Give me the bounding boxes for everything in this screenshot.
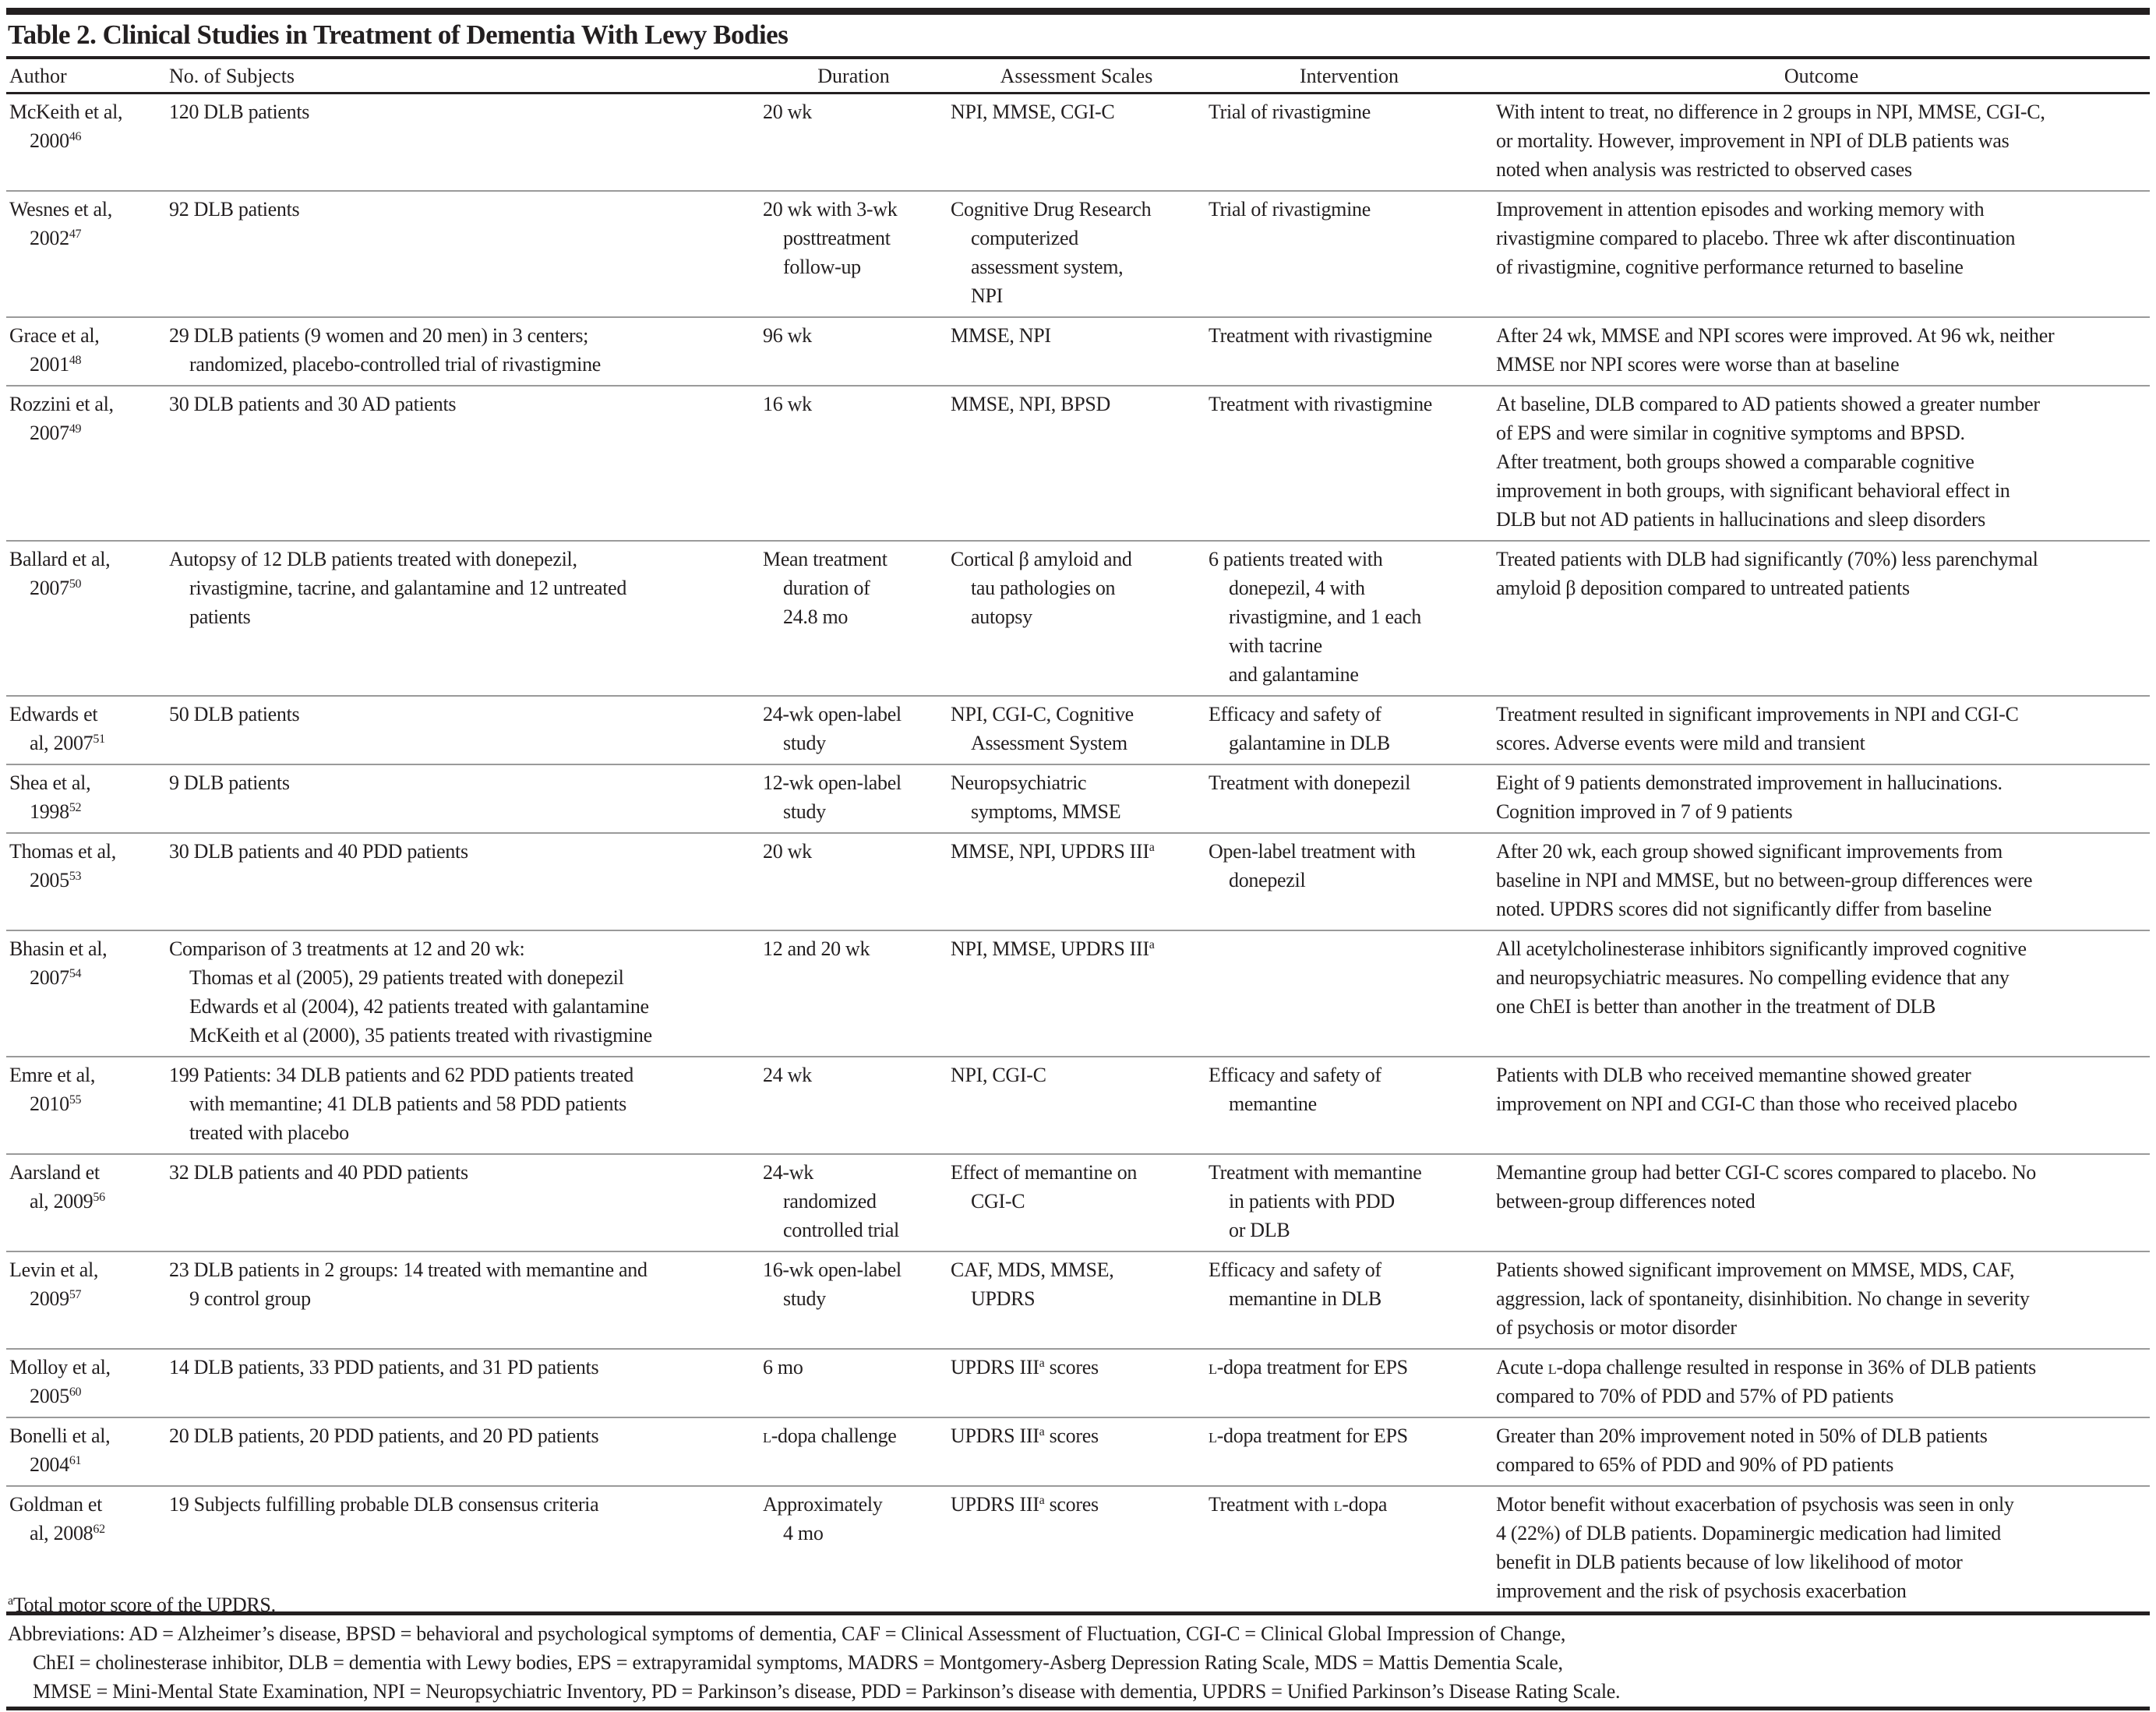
intervention-cell (1205, 1154, 1493, 1251)
reference-number: 62 (93, 1523, 105, 1536)
table-title: Table 2. Clinical Studies in Treatment of Dementia With Lewy Bodies (8, 19, 789, 50)
scales-text: Effect of memantine on CGI-C (951, 1161, 1138, 1213)
col-intervention: Intervention (1299, 65, 1399, 87)
intervention-text: Trial of rivastigmine (1209, 101, 1371, 123)
author-text: Thomas et al, 2005 (9, 840, 116, 891)
author-text: Bonelli et al, 2004 (9, 1424, 111, 1476)
duration-text: 16 wk (763, 393, 812, 415)
subjects-text: Autopsy of 12 DLB patients treated with donepezil, rivastigmine, tacrine, and galantamine and 12 untreated patients (169, 548, 627, 628)
duration-cell (760, 930, 947, 1057)
header-row (6, 58, 2150, 94)
author-cell (6, 1417, 166, 1486)
table-body (6, 94, 2150, 1614)
subjects-text: 9 DLB patients (169, 771, 290, 794)
author-cell (6, 1057, 166, 1154)
subjects-cell (166, 1417, 760, 1486)
intervention-text: -dopa treatment for EPS (1216, 1356, 1408, 1378)
small-caps-prefix: l (1333, 1493, 1343, 1516)
intervention-cell (1205, 1251, 1493, 1349)
duration-text: 24-wk randomized controlled trial (763, 1161, 899, 1241)
intervention-text: 6 patients treated with donepezil, 4 with rivastigmine, and 1 each with tacrine and galantamine (1209, 548, 1421, 686)
footnote-a (8, 1590, 2143, 1619)
duration-text: -dopa challenge (771, 1424, 897, 1447)
author-cell (6, 930, 166, 1057)
reference-number: 57 (69, 1288, 82, 1301)
table-row (6, 833, 2150, 930)
outcome-cell (1493, 191, 2150, 317)
scales-text: Neuropsychiatric symptoms, MMSE (951, 771, 1121, 823)
col-outcome: Outcome (1784, 65, 1859, 87)
duration-cell (760, 317, 947, 386)
outcome-cell (1493, 1057, 2150, 1154)
outcome-text: After 20 wk, each group showed significant improvements from baseline in NPI and MMSE, but no between-group differences were noted. UPDRS scores did not significantly differ from baseline (1496, 840, 2033, 920)
intervention-text: -dopa (1342, 1493, 1388, 1516)
col-assessment-scales: Assessment Scales (1000, 65, 1153, 87)
author-text: McKeith et al, 2000 (9, 101, 123, 152)
top-rule (6, 8, 2150, 15)
scales-text: scores (1044, 1493, 1099, 1516)
duration-text: 12 and 20 wk (763, 937, 870, 960)
duration-cell (760, 1251, 947, 1349)
subjects-cell (166, 833, 760, 930)
outcome-cell (1493, 930, 2150, 1057)
reference-number: 49 (69, 422, 82, 436)
reference-number: 48 (69, 354, 82, 367)
outcome-cell (1493, 696, 2150, 764)
table-row (6, 1057, 2150, 1154)
duration-text: 12-wk open-label study (763, 771, 902, 823)
intervention-cell (1205, 833, 1493, 930)
scales-text: scores (1044, 1356, 1099, 1378)
small-caps-prefix: l (1209, 1424, 1217, 1447)
duration-cell (760, 764, 947, 833)
outcome-text: With intent to treat, no difference in 2 groups in NPI, MMSE, CGI-C, or mortality. However, improvement in NPI of DLB patients was noted when analysis was restricted to observed cases (1496, 101, 2045, 181)
duration-text: 20 wk (763, 840, 812, 863)
footnote-mark: a (1039, 1357, 1045, 1370)
duration-cell (760, 696, 947, 764)
outcome-cell (1493, 1417, 2150, 1486)
scales-text: UPDRS III (951, 1424, 1039, 1447)
scales-cell (947, 191, 1205, 317)
scales-cell (947, 1154, 1205, 1251)
author-text: Ballard et al, 2007 (9, 548, 111, 599)
subjects-text: 50 DLB patients (169, 703, 300, 725)
outcome-text: Acute (1496, 1356, 1548, 1378)
scales-cell (947, 833, 1205, 930)
duration-text: Mean treatment duration of 24.8 mo (763, 548, 887, 628)
outcome-cell (1493, 764, 2150, 833)
author-text: Wesnes et al, 2002 (9, 198, 112, 249)
subjects-text: 32 DLB patients and 40 PDD patients (169, 1161, 468, 1184)
intervention-cell (1205, 317, 1493, 386)
scales-text: UPDRS III (951, 1493, 1039, 1516)
studies-table (6, 56, 2150, 1615)
subjects-text: 199 Patients: 34 DLB patients and 62 PDD patients treated with memantine; 41 DLB patients and 58 PDD patients treated with placebo (169, 1064, 633, 1144)
table-row (6, 1417, 2150, 1486)
duration-cell (760, 1417, 947, 1486)
author-text: Molloy et al, 2005 (9, 1356, 111, 1407)
duration-cell (760, 1154, 947, 1251)
subjects-cell (166, 386, 760, 541)
table-row (6, 764, 2150, 833)
author-text: Levin et al, 2009 (9, 1258, 99, 1310)
small-caps-prefix: l (1547, 1356, 1557, 1378)
intervention-text: Treatment with donepezil (1209, 771, 1411, 794)
scales-text: MMSE, NPI, BPSD (951, 393, 1111, 415)
outcome-text: All acetylcholinesterase inhibitors significantly improved cognitive and neuropsychiatric measures. No compelling evidence that any one ChEI is better than another in the treatment of DLB (1496, 937, 2027, 1018)
duration-cell (760, 94, 947, 192)
intervention-text: Efficacy and safety of memantine (1209, 1064, 1381, 1115)
scales-text: UPDRS III (951, 1356, 1039, 1378)
intervention-text: Efficacy and safety of memantine in DLB (1209, 1258, 1381, 1310)
intervention-text: Treatment with memantine in patients with PDD or DLB (1209, 1161, 1422, 1241)
footnote-mark: a (1039, 1494, 1045, 1507)
author-text: Bhasin et al, 2007 (9, 937, 108, 989)
author-cell (6, 1154, 166, 1251)
table-row (6, 191, 2150, 317)
reference-number: 55 (69, 1093, 82, 1107)
duration-text: 16-wk open-label study (763, 1258, 902, 1310)
subjects-text: 14 DLB patients, 33 PDD patients, and 31 PD patients (169, 1356, 599, 1378)
subjects-cell (166, 317, 760, 386)
footnote-a-text: Total motor score of the UPDRS. (12, 1594, 276, 1616)
scales-cell (947, 1057, 1205, 1154)
intervention-text: Trial of rivastigmine (1209, 198, 1371, 221)
reference-number: 54 (69, 967, 82, 980)
duration-cell (760, 191, 947, 317)
subjects-text: 20 DLB patients, 20 PDD patients, and 20 PD patients (169, 1424, 599, 1447)
scales-cell (947, 1251, 1205, 1349)
author-cell (6, 317, 166, 386)
scales-text: MMSE, NPI (951, 324, 1051, 347)
subjects-text: Comparison of 3 treatments at 12 and 20 wk: Thomas et al (2005), 29 patients treated with donepezil Edwards et al (2004), 42 patients treated with galantamine McKeith et al (2000), 35 patients treated with rivastigmine (169, 937, 652, 1047)
duration-text: Approximately 4 mo (763, 1493, 883, 1544)
outcome-cell (1493, 1251, 2150, 1349)
author-cell (6, 833, 166, 930)
subjects-text: 30 DLB patients and 30 AD patients (169, 393, 457, 415)
scales-text: CAF, MDS, MMSE, UPDRS (951, 1258, 1114, 1310)
intervention-text: Efficacy and safety of galantamine in DLB (1209, 703, 1390, 754)
duration-cell (760, 1057, 947, 1154)
duration-cell (760, 386, 947, 541)
duration-cell (760, 541, 947, 696)
reference-number: 50 (69, 577, 82, 591)
scales-cell (947, 1417, 1205, 1486)
col-subjects: No. of Subjects (169, 65, 295, 87)
scales-text: NPI, CGI-C (951, 1064, 1046, 1086)
bottom-rule (6, 1707, 2150, 1710)
outcome-text: Greater than 20% improvement noted in 50% of DLB patients compared to 65% of PDD and 90% of PD patients (1496, 1424, 1988, 1476)
col-author: Author (9, 65, 67, 87)
duration-text: 20 wk (763, 101, 812, 123)
footnote-mark: a (1039, 1425, 1045, 1438)
reference-number: 56 (93, 1191, 105, 1204)
intervention-cell (1205, 764, 1493, 833)
subjects-text: 30 DLB patients and 40 PDD patients (169, 840, 468, 863)
duration-text: 6 mo (763, 1356, 803, 1378)
intervention-text: Treatment with (1209, 1493, 1334, 1516)
table-row (6, 696, 2150, 764)
scales-cell (947, 696, 1205, 764)
table-row (6, 1251, 2150, 1349)
outcome-text: Improvement in attention episodes and working memory with rivastigmine compared to placebo. Three wk after discontinuation of rivastigmine, cognitive performance returned to baseline (1496, 198, 2016, 278)
intervention-cell (1205, 386, 1493, 541)
scales-cell (947, 317, 1205, 386)
small-caps-prefix: l (1209, 1356, 1217, 1378)
intervention-text: -dopa treatment for EPS (1216, 1424, 1408, 1447)
scales-cell (947, 764, 1205, 833)
outcome-text: Eight of 9 patients demonstrated improvement in hallucinations. Cognition improved in 7 of 9 patients (1496, 771, 2003, 823)
duration-cell (760, 833, 947, 930)
author-cell (6, 1349, 166, 1417)
scales-text: NPI, MMSE, UPDRS III (951, 937, 1149, 960)
outcome-text: -dopa challenge resulted in response in 36% of DLB patients compared to 70% of PDD and 57% of PD patients (1496, 1356, 2037, 1407)
subjects-cell (166, 94, 760, 192)
duration-text: 24 wk (763, 1064, 812, 1086)
subjects-cell (166, 541, 760, 696)
intervention-text: Open-label treatment with donepezil (1209, 840, 1416, 891)
abbreviations: Abbreviations: AD = Alzheimer’s disease, BPSD = behavioral and psychological symptoms of dementia, CAF = Clinical Assessment of Fluctuation, CGI-C = Clinical Global Impression of Change, ChEI = cholinesterase inhibitor, DLB = dementia with Lewy bodies, EPS = extrapyramidal symptoms, MADRS = Montgomery-Asberg Depression Rating Scale, MDS = Mattis Dementia Scale, MMSE = Mini-Mental State Examination, NPI = Neuropsychiatric Inventory, PD = Parkinson’s disease, PDD = Parkinson’s disease with dementia, UPDRS = Unified Parkinson’s Disease Rating Scale. (8, 1622, 1621, 1703)
outcome-cell (1493, 386, 2150, 541)
intervention-text: Treatment with rivastigmine (1209, 393, 1433, 415)
footnote-mark: a (1149, 841, 1155, 854)
scales-cell (947, 386, 1205, 541)
outcome-text: Memantine group had better CGI-C scores compared to placebo. No between-group differences noted (1496, 1161, 2036, 1213)
author-text: Rozzini et al, 2007 (9, 393, 114, 444)
scales-text: Cortical β amyloid and tau pathologies on autopsy (951, 548, 1132, 628)
scales-text: Cognitive Drug Research computerized assessment system, NPI (951, 198, 1152, 307)
intervention-cell (1205, 696, 1493, 764)
author-text: Shea et al, 1998 (9, 771, 91, 823)
subjects-text: 92 DLB patients (169, 198, 300, 221)
outcome-cell (1493, 1154, 2150, 1251)
intervention-cell (1205, 1349, 1493, 1417)
scales-text: NPI, MMSE, CGI-C (951, 101, 1115, 123)
scales-cell (947, 94, 1205, 192)
table-row (6, 930, 2150, 1057)
duration-text: 96 wk (763, 324, 812, 347)
author-text: Edwards et al, 2007 (9, 703, 98, 754)
intervention-text: Treatment with rivastigmine (1209, 324, 1433, 347)
author-cell (6, 764, 166, 833)
outcome-cell (1493, 317, 2150, 386)
outcome-text: Treated patients with DLB had significantly (70%) less parenchymal amyloid β deposition compared to untreated patients (1496, 548, 2038, 599)
scales-text: scores (1044, 1424, 1099, 1447)
table-row (6, 94, 2150, 192)
author-text: Aarsland et al, 2009 (9, 1161, 100, 1213)
footnotes (8, 1590, 2143, 1706)
author-cell (6, 191, 166, 317)
reference-number: 47 (69, 228, 82, 241)
subjects-cell (166, 191, 760, 317)
scales-cell (947, 930, 1205, 1057)
scales-text: MMSE, NPI, UPDRS III (951, 840, 1149, 863)
intervention-cell (1205, 541, 1493, 696)
subjects-text: 19 Subjects fulfilling probable DLB consensus criteria (169, 1493, 599, 1516)
subjects-cell (166, 1154, 760, 1251)
col-duration: Duration (817, 65, 890, 87)
duration-cell (760, 1349, 947, 1417)
author-cell (6, 1251, 166, 1349)
author-cell (6, 696, 166, 764)
subjects-text: 120 DLB patients (169, 101, 310, 123)
subjects-text: 23 DLB patients in 2 groups: 14 treated with memantine and 9 control group (169, 1258, 648, 1310)
table-row (6, 1349, 2150, 1417)
reference-number: 60 (69, 1385, 82, 1399)
scales-cell (947, 1349, 1205, 1417)
intervention-cell (1205, 94, 1493, 192)
duration-text: 24-wk open-label study (763, 703, 902, 754)
table-row (6, 541, 2150, 696)
reference-number: 46 (69, 130, 82, 143)
table-row (6, 386, 2150, 541)
author-cell (6, 94, 166, 192)
intervention-cell (1205, 1417, 1493, 1486)
intervention-cell (1205, 191, 1493, 317)
subjects-cell (166, 1349, 760, 1417)
scales-text: NPI, CGI-C, Cognitive Assessment System (951, 703, 1134, 754)
footnote-mark: a (8, 1594, 13, 1608)
outcome-text: Motor benefit without exacerbation of psychosis was seen in only 4 (22%) of DLB patients. Dopaminergic medication had limited benefit in DLB patients because of low likelihood of motor improvement and the risk of psychosis exacerbation (1496, 1493, 2014, 1602)
outcome-cell (1493, 833, 2150, 930)
outcome-cell (1493, 1349, 2150, 1417)
author-cell (6, 541, 166, 696)
subjects-cell (166, 764, 760, 833)
subjects-cell (166, 1057, 760, 1154)
footnote-mark: a (1149, 938, 1155, 951)
outcome-text: Patients showed significant improvement on MMSE, MDS, CAF, aggression, lack of spontaneity, disinhibition. No change in severity of psychosis or motor disorder (1496, 1258, 2030, 1339)
author-cell (6, 386, 166, 541)
reference-number: 51 (93, 732, 105, 746)
outcome-text: Treatment resulted in significant improvements in NPI and CGI-C scores. Adverse events were mild and transient (1496, 703, 2019, 754)
outcome-text: At baseline, DLB compared to AD patients showed a greater number of EPS and were similar in cognitive symptoms and BPSD. After treatment, both groups showed a comparable cognitive improvement in both groups, with significant behavioral effect in DLB but not AD patients in hallucinations and sleep disorders (1496, 393, 2040, 531)
intervention-cell (1205, 930, 1493, 1057)
subjects-text: 29 DLB patients (9 women and 20 men) in 3 centers; randomized, placebo-controlled trial of rivastigmine (169, 324, 602, 376)
subjects-cell (166, 1251, 760, 1349)
reference-number: 61 (69, 1454, 82, 1467)
reference-number: 53 (69, 870, 82, 883)
author-text: Emre et al, 2010 (9, 1064, 96, 1115)
outcome-text: Patients with DLB who received memantine showed greater improvement on NPI and CGI-C than those who received placebo (1496, 1064, 2017, 1115)
author-text: Goldman et al, 2008 (9, 1493, 103, 1544)
table-row (6, 1154, 2150, 1251)
subjects-cell (166, 696, 760, 764)
author-text: Grace et al, 2001 (9, 324, 100, 376)
duration-text: 20 wk with 3-wk posttreatment follow-up (763, 198, 898, 278)
table-row (6, 317, 2150, 386)
subjects-cell (166, 930, 760, 1057)
outcome-text: After 24 wk, MMSE and NPI scores were improved. At 96 wk, neither MMSE nor NPI scores were worse than at baseline (1496, 324, 2055, 376)
outcome-cell (1493, 94, 2150, 192)
outcome-cell (1493, 541, 2150, 696)
intervention-cell (1205, 1057, 1493, 1154)
reference-number: 52 (69, 801, 82, 814)
small-caps-prefix: l (763, 1424, 771, 1447)
scales-cell (947, 541, 1205, 696)
